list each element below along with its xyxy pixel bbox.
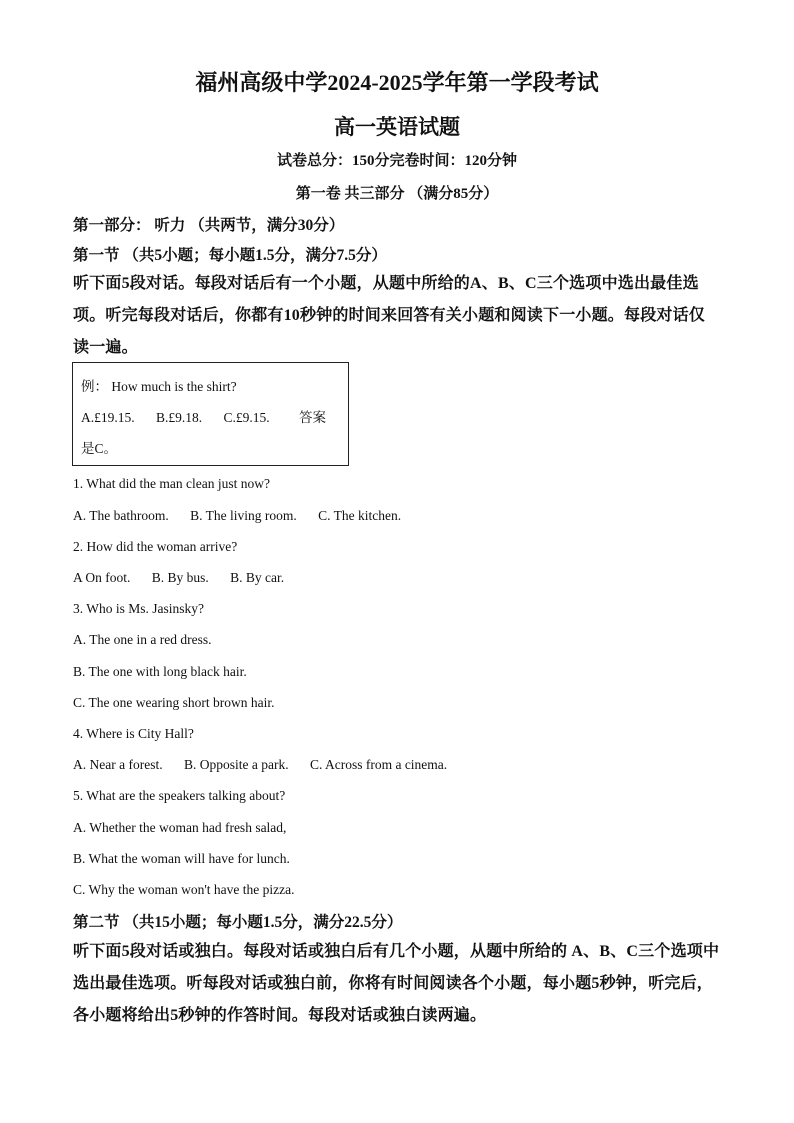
question-3-option-c: C. The one wearing short brown hair. <box>73 695 275 710</box>
question-4-options <box>73 757 465 773</box>
question-3-option-b: B. The one with long black hair. <box>73 664 247 679</box>
question-1-option-a: A. The bathroom. <box>73 508 169 523</box>
exam-meta: 试卷总分：150分完卷时间：120分钟 <box>276 153 517 169</box>
question-2-option-b: B. By bus. <box>151 570 209 585</box>
part1-heading: 第一部分： 听力 （共两节，满分30分） <box>73 217 345 234</box>
section2-heading: 第二节 （共15小题；每小题1.5分，满分22.5分） <box>73 914 403 931</box>
question-4-option-a: A. Near a forest. <box>73 757 163 772</box>
question-5-stem: 5. What are the speakers talking about? <box>73 788 286 803</box>
question-4-option-b: B. Opposite a park. <box>183 757 289 772</box>
question-2-stem: 2. How did the woman arrive? <box>73 539 238 554</box>
question-4-option-c: C. Across from a cinema. <box>309 757 448 772</box>
section2-instructions: 听下面5段对话或独白。每段对话或独白后有几个小题，从题中所给的 A、B、C三个选项中选出最佳选项。听每段对话或独白前，你将有时间阅读各个小题，每小题5秒钟，听完后，各小题将给出5秒钟的作答时间。每段对话或独白读两遍。 <box>73 943 720 1024</box>
question-5-option-a: A. Whether the woman had fresh salad, <box>73 820 287 835</box>
example-option-c: C.£9.15. <box>223 410 270 425</box>
question-2-options <box>73 570 302 586</box>
example-answer-label: 答案 <box>299 410 327 425</box>
question-3-stem: 3. Who is Ms. Jasinsky? <box>73 601 205 616</box>
question-2-option-a: A On foot. <box>73 570 131 585</box>
question-1-options <box>73 508 419 524</box>
example-box <box>72 362 349 466</box>
volume-heading: 第一卷 共三部分 （满分85分） <box>295 186 499 202</box>
section1-heading: 第一节 （共5小题；每小题1.5分，满分7.5分） <box>73 247 387 264</box>
exam-subtitle: 高一英语试题 <box>334 115 460 139</box>
question-5-option-c: C. Why the woman won't have the pizza. <box>73 882 295 897</box>
question-1-stem: 1. What did the man clean just now? <box>73 476 270 491</box>
example-answer: 是C。 <box>81 441 118 456</box>
question-1-option-b: B. The living room. <box>190 508 297 523</box>
section1-instructions: 听下面5段对话。每段对话后有一个小题，从题中所给的A、B、C三个选项中选出最佳选项。听完每段对话后，你都有10秒钟的时间来回答有关小题和阅读下一小题。每段对话仅读一遍。 <box>73 275 706 356</box>
question-2-option-c: B. By car. <box>230 570 285 585</box>
example-option-a: A.£19.15. <box>81 410 135 425</box>
example-option-b: B.£9.18. <box>156 410 203 425</box>
example-options <box>81 406 326 426</box>
example-question: 例： How much is the shirt? <box>81 379 237 394</box>
exam-title: 福州高级中学2024-2025学年第一学段考试 <box>195 70 599 95</box>
question-5-option-b: B. What the woman will have for lunch. <box>73 851 290 866</box>
question-4-stem: 4. Where is City Hall? <box>73 726 194 741</box>
question-1-option-c: C. The kitchen. <box>318 508 402 523</box>
question-3-option-a: A. The one in a red dress. <box>73 632 212 647</box>
